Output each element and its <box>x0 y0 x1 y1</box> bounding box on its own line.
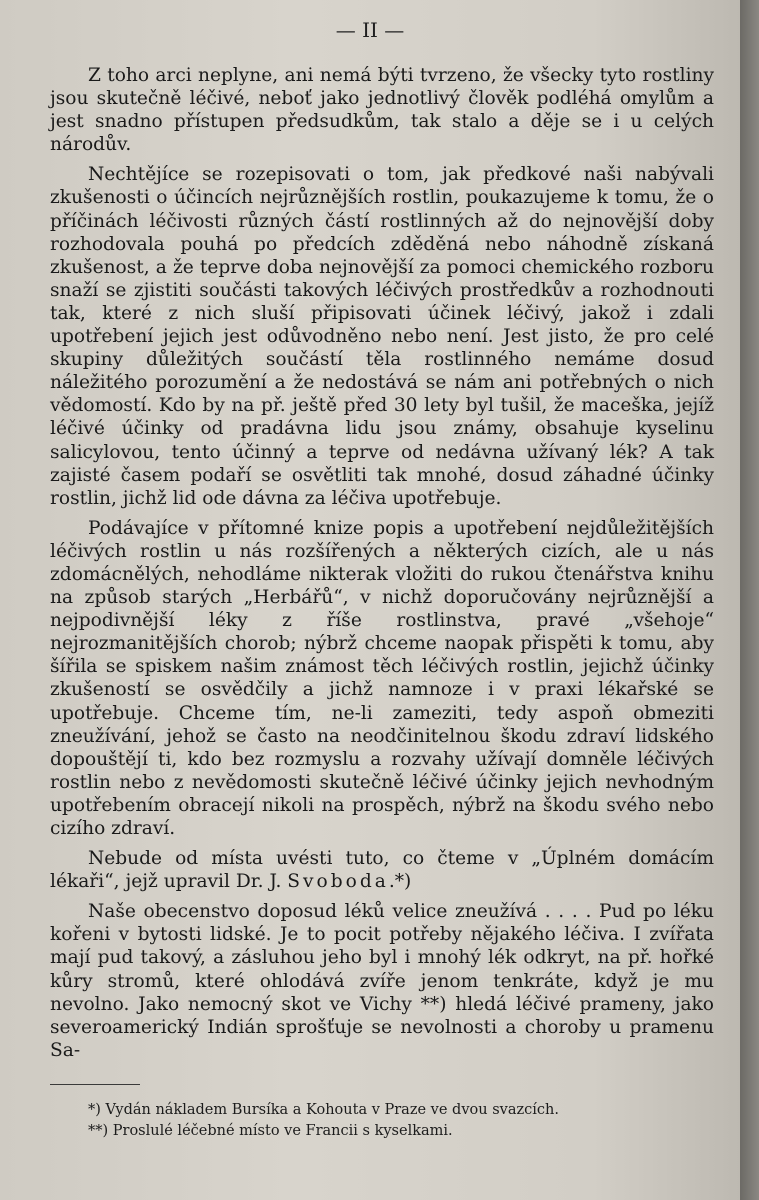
footnote-ref: .*) <box>388 871 412 893</box>
footnote-rule <box>50 1084 140 1085</box>
paragraph-3: Podávajíce v přítomné knize popis a upotřebení nejdůležitějších léčivých rostlin u nás rozšířených a některých cizích, ale u nás zdomácnělých, nehodláme nikterak vložiti do rukou čtenářstva knihu na způsob starých „Herbářů“, v nichž doporučovány nejrůznější a nejpodivnější léky z říše rostlinstva, pravé „všehoje“ nejrozmanitějších chorob; nýbrž chceme naopak přispěti k tomu, aby šířila se spiskem našim známost těch léčivých rostlin, jejichž účinky zkušeností se osvědčily a jichž namnoze i v praxi lékařské se upotřebuje. Chceme tím, ne-li zameziti, tedy aspoň obmeziti zneužívání, jehož se často na neodčinitelnou škodu zdraví lidského dopouštějí ti, kdo bez rozmyslu a rozvahy užívají domněle léčivých rostlin nebo z nevědomosti skutečně léčivé účinky jejich nevhodným upotřebením obracejí nikoli na prospěch, nýbrž na škodu svého nebo cizího zdraví. <box>50 517 714 839</box>
page-number: — II — <box>335 18 405 42</box>
footnote-2: **) Proslulé léčebné místo ve Francii s kyselkami. <box>88 1123 453 1139</box>
paragraph-2: Nechtějíce se rozepisovati o tom, jak předkové naši nabývali zkušenosti o účincích nejrůznějších rostlin, poukazujeme k tomu, že o příčinách léčivosti různých částí rostlinných až do nejnovější doby rozhodovala pouhá po předcích zděděná nebo náhodně získaná zkušenost, a že teprve doba nejnovější za pomoci chemického rozboru snaží se zjistiti součásti takových léčivých prostředkův a rozhodnouti tak, které z nich sluší připisovati účinek léčivý, jakož i zdali upotřebení jejich jest odůvodněno nebo není. Jest jisto, že pro celé skupiny důležitých součástí těla rostlinného nemáme dosud náležitého porozumění a že nedostává se nám ani potřebných o nich vědomostí. Kdo by na př. ještě před 30 lety byl tušil, že maceška, jejíž léčivé účinky od pradávna lidu jsou známy, obsahuje kyselinu salicylovou, tento účinný a teprve od nedávna užívaný lék? A tak zajisté časem podaří se osvětliti tak mnohé, dosud záhadné účinky rostlin, jichž lid ode dávna za léčiva upotřebuje. <box>50 164 714 509</box>
footnote-1: *) Vydán nákladem Bursíka a Kohouta v Praze ve dvou svazcích. <box>88 1102 559 1118</box>
page-edge <box>740 0 759 1200</box>
paragraph-1: Z toho arci neplyne, ani nemá býti tvrzeno, že všecky tyto rostliny jsou skutečně léčivé, neboť jako jednotlivý člověk podléhá omylům a jest snadno přístupen předsudkům, tak stalo a děje se i u celých národův. <box>50 65 714 156</box>
paragraph-4 <box>50 847 714 893</box>
paragraph-5: Naše obecenstvo doposud léků velice zneužívá . . . . Pud po léku kořeni v bytosti lidské. Je to pocit potřeby nějakého léčiva. I zvířata mají pud takový, a zásluhou jeho byl i mnohý lék odkryt, na př. hořké kůry stromů, které ohlodává zvíře jenom tenkráte, když je mu nevolno. Jako nemocný skot ve Vichy **) hledá léčivé prameny, jako severoamerický Indián sprošťuje se nevolnosti a choroby u pramenu Sa- <box>50 901 714 1061</box>
footnotes <box>88 1100 708 1142</box>
author-name: Svoboda <box>287 871 389 893</box>
paragraph-4-text: Nebude od místa uvésti tuto, co čteme v „Úplném domácím lékaři“, jejž upravil Dr. J. <box>50 848 714 893</box>
body-text <box>50 64 714 1069</box>
